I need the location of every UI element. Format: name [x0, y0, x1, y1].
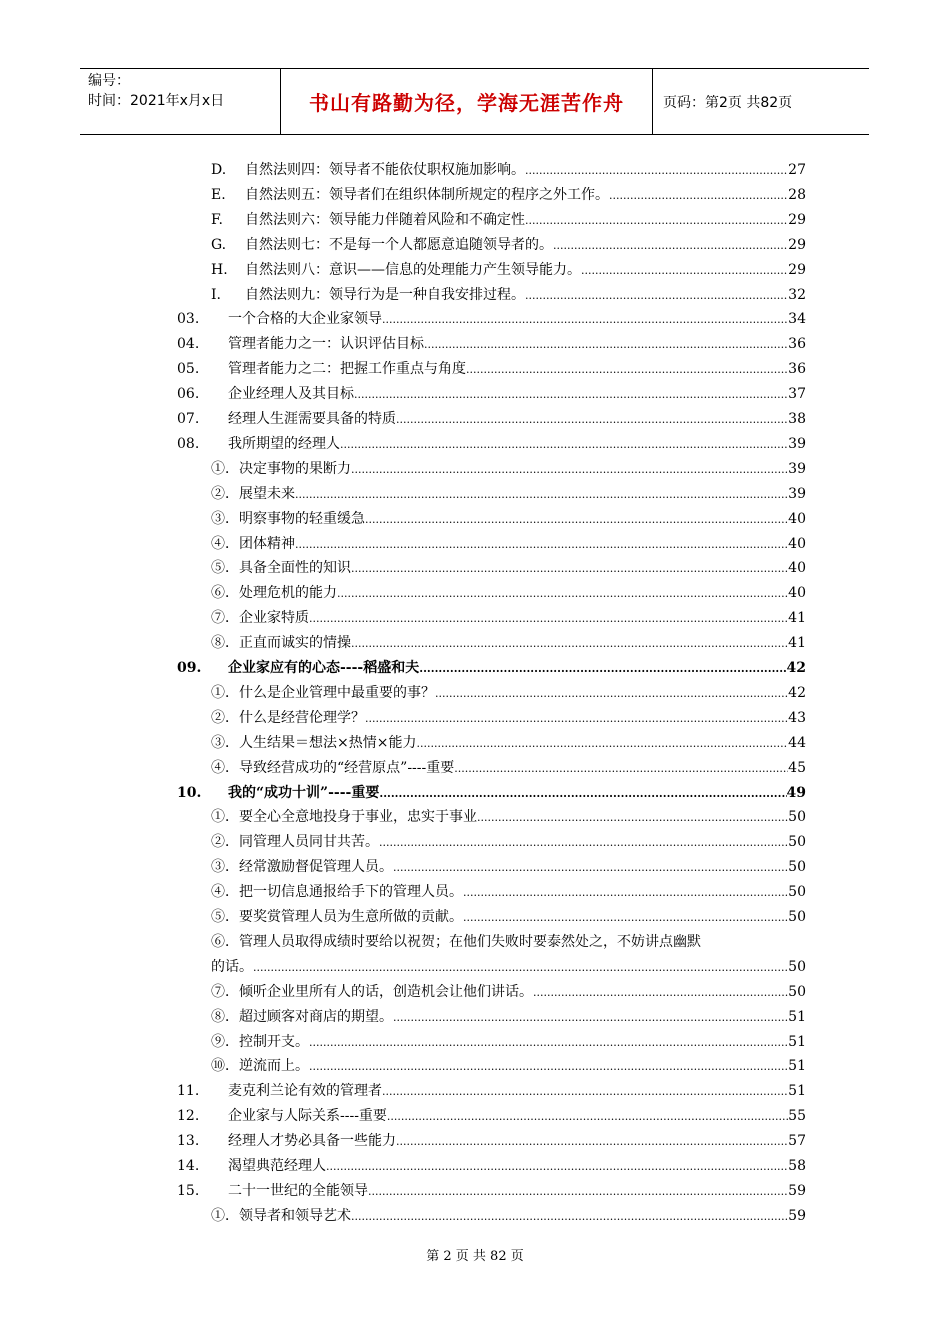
- toc-entry: [211, 158, 806, 183]
- toc-entry-page: 49: [786, 784, 806, 801]
- toc-entry-page: 51: [788, 1083, 806, 1100]
- toc-entry-leader: [309, 1030, 788, 1055]
- page-footer: 第 2 页 共 82 页: [426, 1249, 524, 1264]
- toc-entry-page: 50: [788, 909, 806, 925]
- toc-entry-number: H.: [211, 261, 228, 278]
- toc-entry-page: 59: [788, 1207, 806, 1224]
- toc-entry-leader: [309, 1054, 788, 1079]
- toc-entry-number: G.: [211, 236, 227, 253]
- toc-entry-leader: [396, 407, 788, 432]
- doc-time-label: 时间：2021年x月x日: [88, 93, 225, 109]
- toc-entry-leader: [581, 258, 788, 283]
- toc-entry-leader: [393, 1005, 788, 1030]
- toc-entry-title: ⑧．超过顾客对商店的期望。: [211, 1008, 393, 1025]
- toc-entry-title: 经理人生涯需要具备的特质: [228, 411, 396, 427]
- toc-entry-leader: [354, 382, 788, 407]
- toc-entry-leader: [463, 905, 788, 930]
- toc-entry-number: 15.: [177, 1182, 200, 1199]
- toc-entry-title: 自然法则五：领导者们在组织体制所规定的程序之外工作。: [245, 186, 609, 203]
- toc-entry-leader: [387, 1104, 788, 1129]
- toc-entry-leader: [553, 233, 788, 258]
- toc-entry-title: ①．要全心全意地投身于事业，忠实于事业: [211, 809, 477, 826]
- toc-entry-title: ⑩．逆流而上。: [211, 1058, 309, 1075]
- toc-entry-title: ⑨．控制开支。: [211, 1033, 309, 1050]
- toc-entry: [211, 183, 806, 208]
- toc-entry-number: 03.: [177, 311, 200, 328]
- toc-entry-leader: [416, 731, 788, 756]
- toc-entry: [177, 357, 806, 382]
- toc-entry-title: ⑤．要奖赏管理人员为生意所做的贡献。: [211, 909, 463, 925]
- toc-entry-leader: [435, 681, 788, 706]
- toc-entry-leader: [396, 1129, 788, 1154]
- toc-entry-number: I.: [211, 286, 221, 303]
- toc-entry-page: 43: [788, 709, 806, 726]
- toc-entry: [211, 532, 806, 557]
- toc-entry-page: 50: [788, 958, 806, 975]
- toc-entry-page: 29: [788, 261, 806, 278]
- toc-entry-title: ①．决定事物的果断力: [211, 460, 351, 477]
- toc-entry: [177, 382, 806, 407]
- toc-entry: [177, 432, 806, 457]
- toc-entry-title: 自然法则七：不是每一个人都愿意追随领导者的。: [245, 236, 553, 253]
- toc-entry-page: 28: [788, 186, 806, 203]
- toc-entry: [177, 1154, 806, 1179]
- toc-entry-title: ⑥．处理危机的能力: [211, 585, 337, 602]
- toc-entry: [211, 457, 806, 482]
- header-motto: 书山有路勤为径，学海无涯苦作舟: [309, 91, 624, 115]
- toc-entry-leader: [351, 457, 788, 482]
- toc-entry: [177, 1129, 806, 1154]
- toc-entry-leader: [419, 656, 786, 681]
- toc-entry-page: 39: [788, 485, 806, 502]
- toc-entry-page: 32: [788, 286, 806, 303]
- toc-entry-title: 自然法则四：领导者不能依仗职权施加影响。: [245, 162, 525, 178]
- toc-entry-leader: [379, 781, 786, 806]
- toc-entry-title: ⑦．企业家特质: [211, 610, 309, 627]
- toc-entry-page: 37: [788, 386, 806, 403]
- toc-entry-page: 57: [788, 1133, 806, 1150]
- toc-entry-number: 09.: [177, 660, 202, 676]
- toc-entry-leader: [351, 556, 788, 581]
- toc-entry-leader: [340, 432, 788, 457]
- toc-entry-leader: [337, 581, 788, 606]
- toc-entry-leader: [351, 1204, 788, 1229]
- toc-entry-title: ⑧．正直而诚实的情操: [211, 635, 351, 652]
- toc-entry: [211, 980, 806, 1005]
- toc-entry: [211, 258, 806, 283]
- toc-entry-page: 58: [788, 1158, 806, 1174]
- toc-entry: [211, 1204, 806, 1229]
- toc-entry: [211, 556, 806, 581]
- toc-entry-page: 29: [788, 236, 806, 253]
- toc-entry: [211, 930, 806, 955]
- toc-entry-title: 麦克利兰论有效的管理者: [228, 1083, 382, 1100]
- toc-entry-title: 企业家与人际关系----重要: [228, 1108, 387, 1125]
- toc-entry-page: 50: [788, 834, 806, 851]
- toc-entry-page: 50: [788, 809, 806, 826]
- toc-entry-number: 07.: [177, 411, 200, 427]
- toc-entry-leader: [253, 955, 788, 980]
- toc-entry: [211, 631, 806, 656]
- toc-entry: [211, 1005, 806, 1030]
- toc-entry-page: 50: [788, 884, 806, 901]
- toc-entry-title: ④．导致经营成功的“经营原点”----重要: [211, 759, 455, 776]
- toc-entry: [177, 1104, 806, 1129]
- toc-entry-page: 42: [788, 684, 806, 701]
- toc-entry: [211, 606, 806, 631]
- header-meta: [80, 69, 281, 134]
- toc-entry-number: E.: [211, 186, 226, 203]
- toc-entry: [211, 283, 806, 308]
- toc-entry-leader: [382, 307, 788, 332]
- toc-entry-title: ⑦．倾听企业里所有人的话，创造机会让他们讲话。: [211, 983, 533, 1000]
- toc-entry-page: 42: [786, 660, 806, 676]
- toc-entry-page: 27: [788, 162, 806, 178]
- toc-entry-page: 59: [788, 1182, 806, 1199]
- toc-entry-page: 51: [788, 1033, 806, 1050]
- toc-entry: [211, 880, 806, 905]
- toc-entry-title: 企业家应有的心态----稻盛和夫: [228, 660, 420, 676]
- toc-entry-page: 55: [788, 1108, 806, 1125]
- toc-entry: [177, 307, 806, 332]
- toc-entry: [177, 1079, 806, 1104]
- toc-entry-title: 自然法则八：意识——信息的处理能力产生领导能力。: [245, 261, 581, 278]
- toc-entry: [177, 1179, 806, 1204]
- toc-entry: [177, 656, 806, 681]
- toc-entry-page: 38: [788, 411, 806, 427]
- toc-entry-number: F.: [211, 211, 223, 228]
- toc-entry-title: 企业经理人及其目标: [228, 386, 354, 403]
- toc-entry-page: 51: [788, 1008, 806, 1025]
- toc-entry: [177, 332, 806, 357]
- toc-entry-leader: [295, 532, 788, 557]
- toc-entry-leader: [326, 1154, 788, 1179]
- toc-entry-leader: [309, 606, 788, 631]
- toc-entry-leader: [365, 706, 788, 731]
- toc-entry-title: 管理者能力之一：认识评估目标: [228, 336, 424, 353]
- toc-entry-page: 45: [788, 759, 806, 776]
- toc-entry: [177, 781, 806, 806]
- toc-entry-page: 50: [788, 983, 806, 1000]
- toc-entry-leader: [525, 158, 788, 183]
- toc-entry-leader: [477, 805, 788, 830]
- toc-entry-page: 44: [788, 734, 806, 751]
- toc-entry-title: ⑥．管理人员取得成绩时要给以祝贺；在他们失败时要泰然处之，不妨讲点幽默: [211, 933, 701, 950]
- toc-entry: [211, 482, 806, 507]
- toc-entry-title: ③．明察事物的轻重缓急: [211, 510, 365, 527]
- toc-entry-page: 39: [788, 460, 806, 477]
- toc-entry-number: 04.: [177, 336, 200, 353]
- toc-entry: [211, 1054, 806, 1079]
- toc-entry: [211, 581, 806, 606]
- toc-entry-title: 我所期望的经理人: [228, 435, 340, 452]
- toc-entry-title: ②．同管理人员同甘共苦。: [211, 834, 379, 851]
- toc-entry-leader: [424, 332, 788, 357]
- toc-entry-leader: [466, 357, 788, 382]
- toc-entry-page: 41: [788, 610, 806, 627]
- toc-entry-page: 50: [788, 859, 806, 876]
- toc-entry-page: 41: [788, 635, 806, 652]
- toc-entry-leader: [379, 830, 788, 855]
- toc-entry-title: ⑤．具备全面性的知识: [211, 560, 351, 577]
- toc-entry-title: ②．展望未来: [211, 485, 295, 502]
- toc-entry-title: 的话。: [211, 958, 253, 975]
- toc-entry-title: 一个合格的大企业家领导: [228, 311, 382, 328]
- toc-entry-leader: [609, 183, 788, 208]
- toc-entry-number: 13.: [177, 1133, 200, 1150]
- toc-entry-leader: [525, 283, 788, 308]
- toc-entry: [211, 233, 806, 258]
- toc-entry-title: ①．领导者和领导艺术: [211, 1207, 351, 1224]
- toc-entry: [177, 407, 806, 432]
- toc-entry-page: 29: [788, 211, 806, 228]
- toc-entry-title: 自然法则九：领导行为是一种自我安排过程。: [245, 286, 525, 303]
- toc-entry-leader: [533, 980, 788, 1005]
- header-page-info: 页码：第2页 共82页: [663, 94, 793, 111]
- toc-entry: [211, 706, 806, 731]
- toc-entry-leader: [525, 208, 788, 233]
- toc-entry-title: ①．什么是企业管理中最重要的事？: [211, 684, 435, 701]
- toc-entry-page: 40: [788, 510, 806, 527]
- toc-entry: [211, 208, 806, 233]
- toc-entry-title: ④．团体精神: [211, 535, 295, 552]
- toc-entry-title: 二十一世纪的全能领导: [228, 1182, 368, 1199]
- toc-entry-number: 06.: [177, 386, 200, 403]
- toc-entry-number: 12.: [177, 1108, 200, 1125]
- toc-entry-title: 自然法则六：领导能力伴随着风险和不确定性: [245, 211, 525, 228]
- toc-entry-leader: [365, 507, 788, 532]
- toc-entry: [211, 905, 806, 930]
- toc-entry: [211, 756, 806, 781]
- toc-entry-title: 渴望典范经理人: [228, 1158, 326, 1174]
- toc-entry-title: ③．人生结果＝想法×热情×能力: [211, 734, 417, 751]
- toc-entry-title: ④．把一切信息通报给手下的管理人员。: [211, 884, 463, 901]
- toc-entry: [211, 731, 806, 756]
- toc-entry-page: 39: [788, 435, 806, 452]
- toc-entry-page: 40: [788, 560, 806, 577]
- toc-entry-page: 40: [788, 585, 806, 602]
- toc-entry-page: 40: [788, 535, 806, 552]
- toc-entry: [211, 830, 806, 855]
- toc-entry: [211, 1030, 806, 1055]
- toc-entry-page: 36: [788, 361, 806, 378]
- toc-entry-leader: [351, 631, 788, 656]
- doc-code-label: 编号：: [88, 73, 130, 89]
- toc-entry-page: 34: [788, 311, 806, 328]
- toc-entry-page: 36: [788, 336, 806, 353]
- page-header: [80, 68, 869, 135]
- toc-entry-leader: [368, 1179, 788, 1204]
- toc-entry-leader: [454, 756, 788, 781]
- toc-entry-title: ②．什么是经营伦理学？: [211, 709, 365, 726]
- toc-entry-number: 05.: [177, 361, 200, 378]
- toc-entry-page: 51: [788, 1058, 806, 1075]
- toc-entry-number: 14.: [177, 1158, 200, 1174]
- toc-entry: [211, 507, 806, 532]
- toc-entry: [211, 955, 806, 980]
- toc-entry-title: 经理人才势必具备一些能力: [228, 1133, 396, 1150]
- toc-entry-title: ③．经常激励督促管理人员。: [211, 859, 393, 876]
- toc-entry-leader: [382, 1079, 788, 1104]
- header-motto-cell: [281, 69, 653, 134]
- toc-entry-title: 我的“成功十训”----重要: [228, 784, 380, 801]
- toc-entry-number: 11.: [177, 1083, 200, 1100]
- toc-entry: [211, 855, 806, 880]
- toc-entry-number: 10.: [177, 784, 202, 801]
- toc-entry-number: 08.: [177, 435, 200, 452]
- toc-entry-title: 管理者能力之二：把握工作重点与角度: [228, 361, 466, 378]
- toc-entry: [211, 805, 806, 830]
- toc-entry-leader: [295, 482, 788, 507]
- toc-entry: [211, 681, 806, 706]
- toc-entry-leader: [393, 855, 788, 880]
- toc-entry-leader: [463, 880, 788, 905]
- toc-entry-number: D.: [211, 162, 227, 178]
